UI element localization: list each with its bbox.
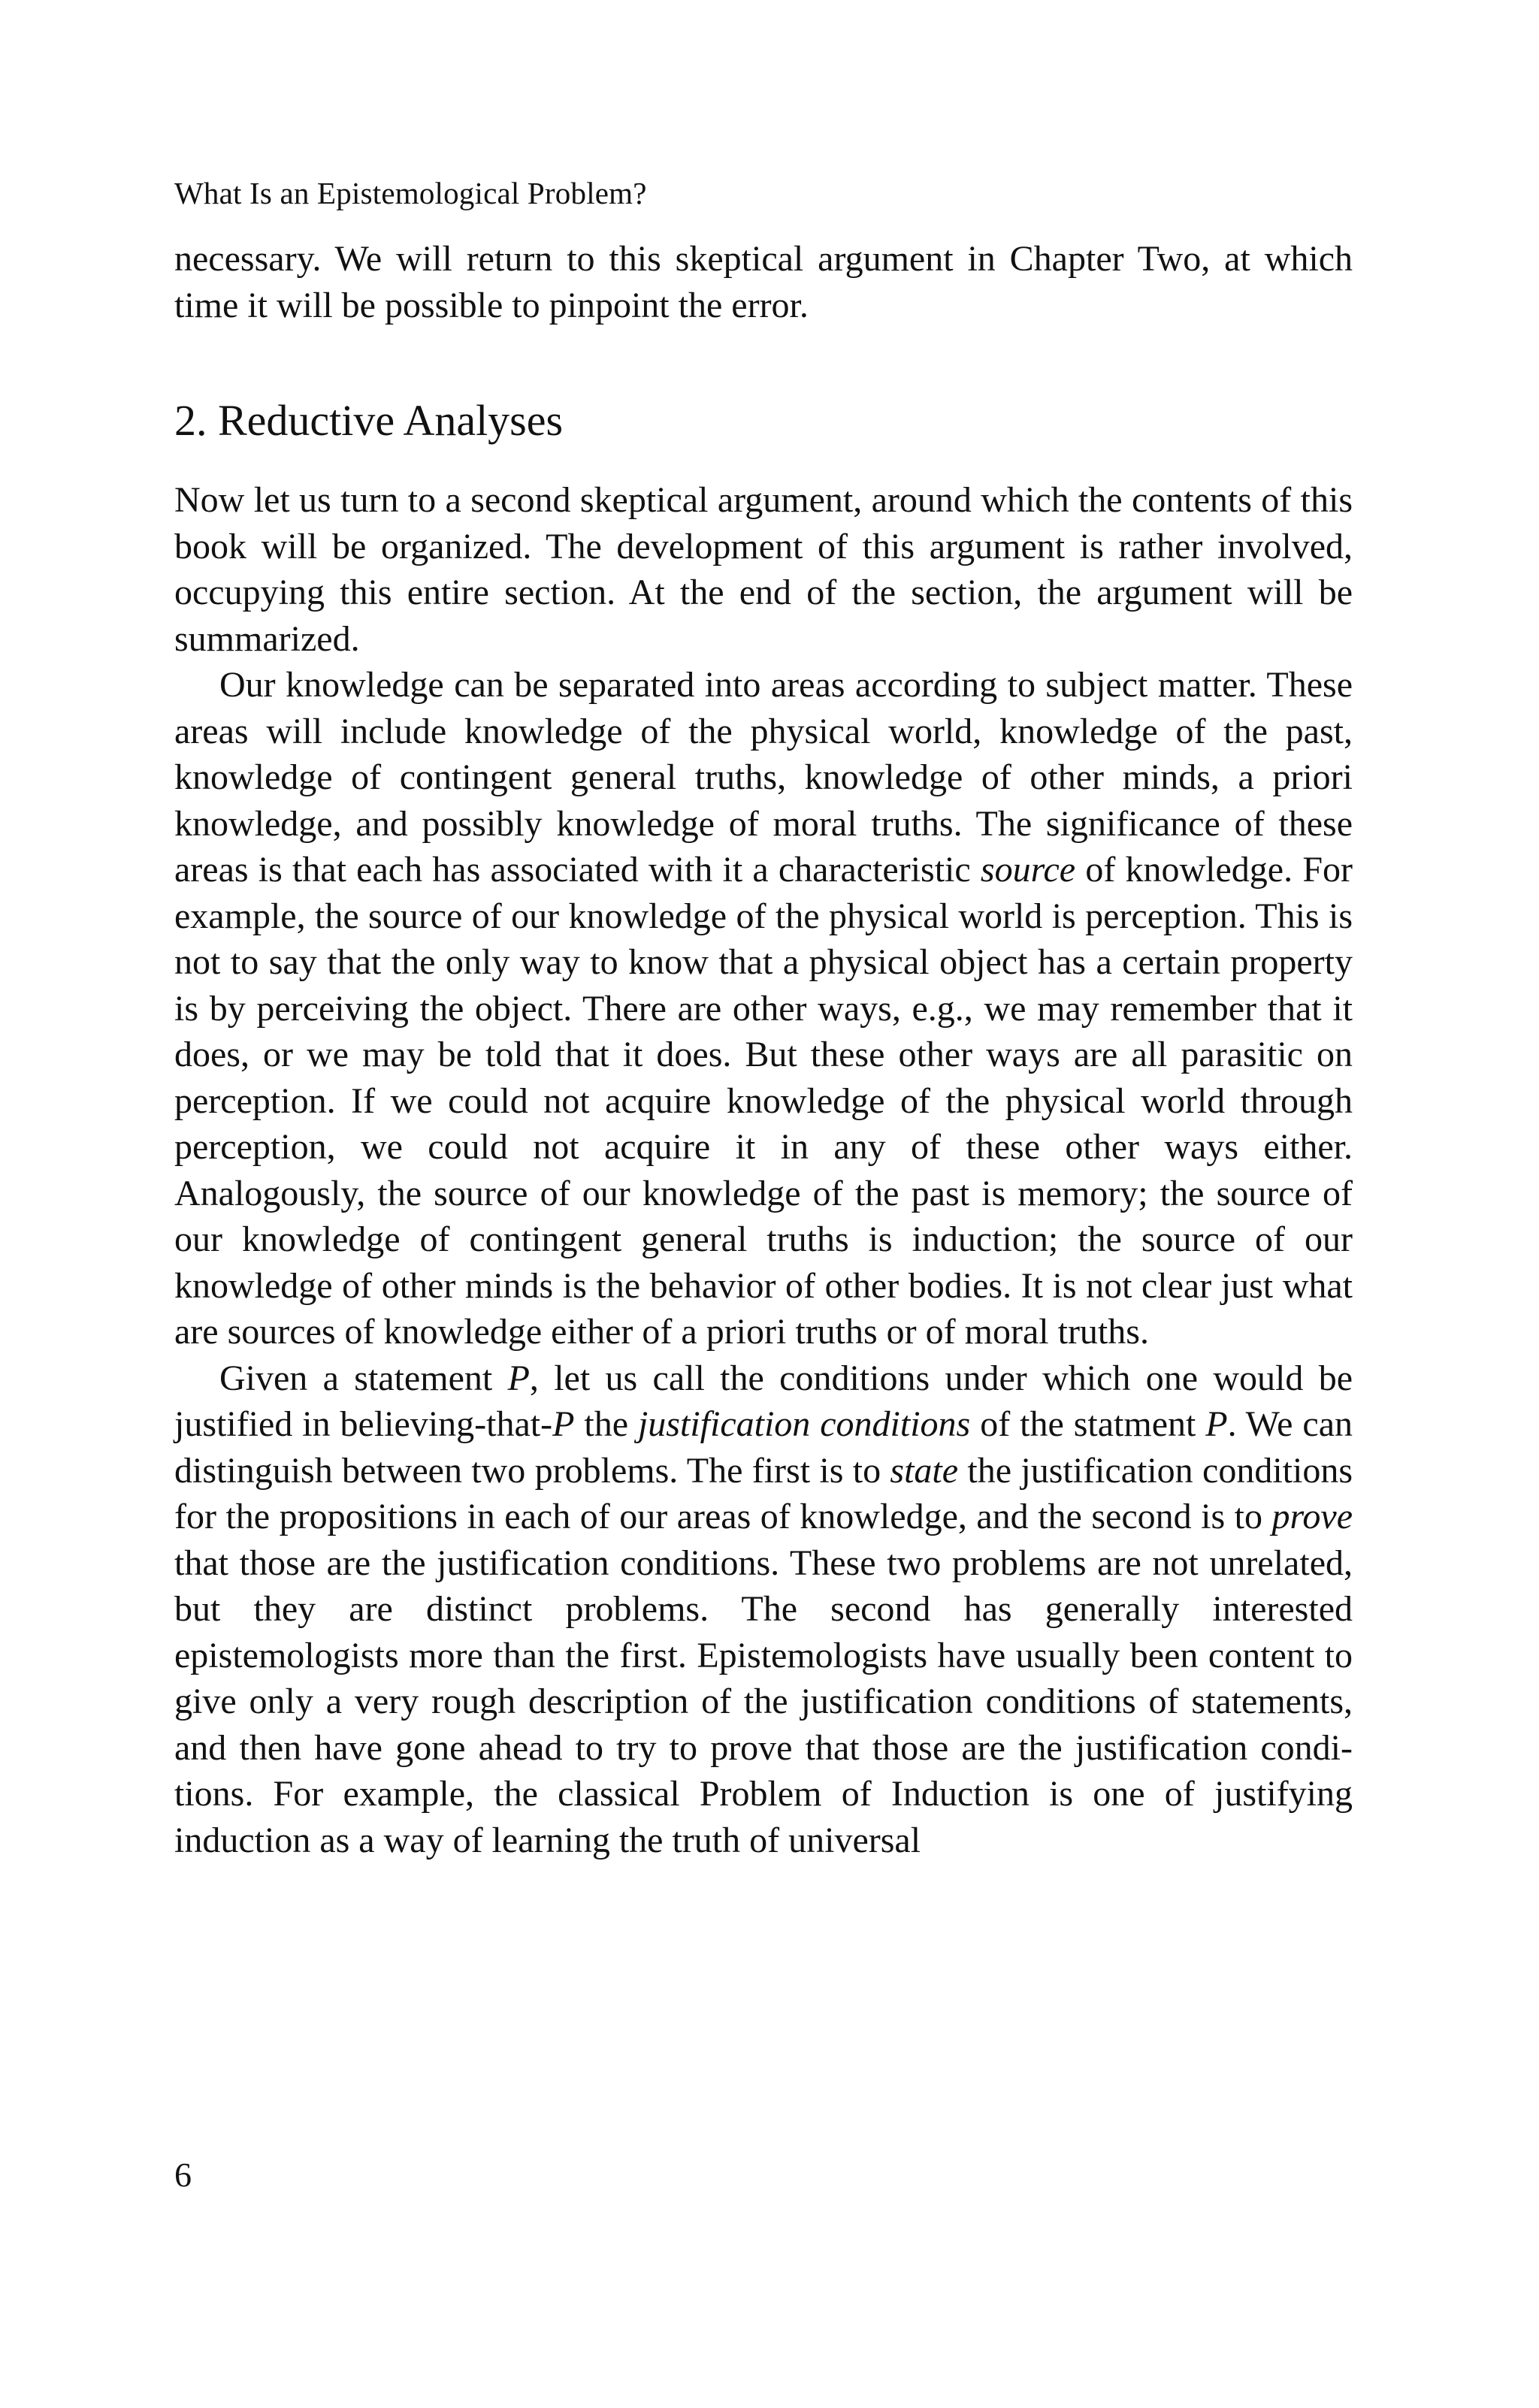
paragraph-3 <box>174 1355 1353 1864</box>
paragraph-3-text-e: . We can distinguish between two problems. The first is to <box>174 1404 1353 1491</box>
paragraph-3-text-a: Given a statement <box>219 1358 508 1398</box>
paragraph-2-text-a: Our knowledge can be separated into areas according to subject matter. These areas will include knowledge of the physical world, knowledge of the past, knowledge of contingent general truths, knowledge of other minds, a priori knowledge, and possibly knowledge of moral truths. The significance of these areas is that each has associated with it a characteristic <box>174 665 1353 890</box>
paragraph-2-emphasis-source: source <box>980 850 1076 890</box>
paragraph-2-text-b: of knowledge. For example, the source of our knowledge of the physical world is perception. This is not to say that the only way to know that a physical object has a certain property is by perceiving the object. There are other ways, e.g., we may remember that it does, or we may be told that it does. But these other ways are all parasitic on perception. If we could not acquire knowledge of the physical world through perception, we could not acquire it in any of these other ways either. Analogously, the source of our knowledge of the past is memory; the source of our knowledge of contingent general truths is induction; the source of our knowledge of other minds is the behavior of other bodies. It is not clear just what are sources of knowledge either of a priori truths or of moral truths. <box>174 850 1353 1352</box>
running-head: What Is an Epistemological Problem? <box>174 176 647 210</box>
page-number: 6 <box>174 2156 192 2194</box>
paragraph-3-text-b: , let us call the conditions under which one would be justified in believing-that- <box>174 1358 1353 1444</box>
paragraph-3-text-d: of the statment <box>970 1404 1206 1444</box>
continuation-paragraph: necessary. We will return to this skeptical argument in Chapter Two, at which time it will be possible to pinpoint the error. <box>174 239 1353 325</box>
book-page <box>174 174 1353 1863</box>
paragraph-3-emphasis-state: state <box>890 1450 959 1491</box>
paragraph-3-emphasis-p3: P <box>1205 1404 1228 1444</box>
paragraph-2 <box>174 662 1353 1355</box>
paragraph-3-emphasis-p2: P <box>552 1404 575 1444</box>
paragraph-3-text-f: the justification conditions for the propositions in each of our areas of knowledge, and the second is to <box>174 1450 1353 1536</box>
paragraph-3-emphasis-prove: prove <box>1271 1497 1353 1536</box>
paragraph-1: Now let us turn to a second skeptical argument, around which the contents of this book will be organized. The development of this argument is rather involved, occupying this entire section. At the end of the section, the argument will be summarized. <box>174 480 1353 659</box>
paragraph-3-text-c: the <box>574 1404 638 1444</box>
paragraph-3-text-g: that those are the justification conditions. These two problems are not unrelated, but they are distinct problems. The second has generally interested epistemologists more than the first. Epistemologists have usually been content to give only a very rough description of the justification conditions of statements, and then have gone ahead to try to prove that those are the justification conditions. For example, the classical Problem of Induction is one of justifying induction as a way of learning the truth of universal <box>174 1542 1353 1860</box>
paragraph-3-emphasis-justification-conditions: justification conditions <box>637 1404 971 1444</box>
paragraph-3-emphasis-p1: P <box>507 1358 530 1398</box>
section-heading: 2. Reductive Analyses <box>174 396 564 445</box>
